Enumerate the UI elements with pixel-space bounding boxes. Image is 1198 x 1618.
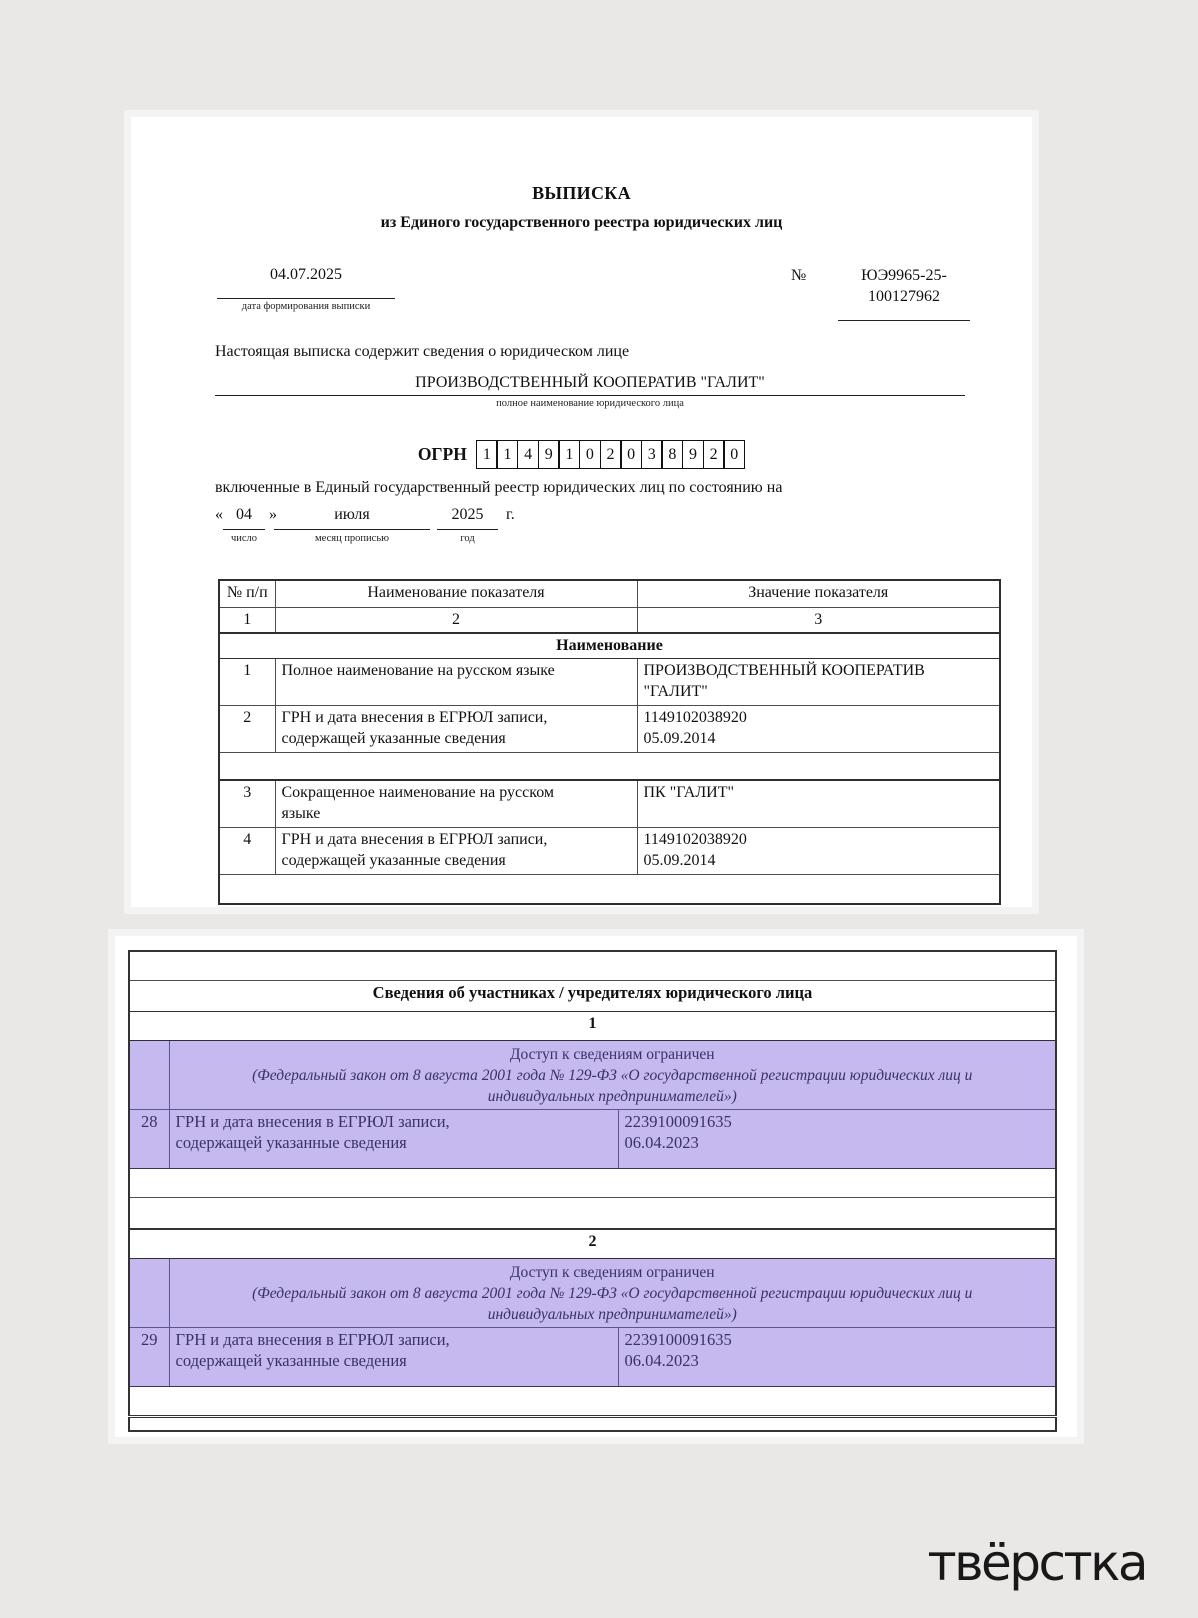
- restricted-title: Доступ к сведениям ограничен: [509, 1046, 715, 1063]
- company-name: ПРОИЗВОДСТВЕННЫЙ КООПЕРАТИВ "ГАЛИТ": [415, 374, 765, 391]
- formation-date-caption: дата формирования выписки: [241, 301, 371, 312]
- section-title: Наименование: [219, 633, 1000, 659]
- document-page-1: [131, 117, 1032, 907]
- ogrn-digit-boxes: [476, 440, 745, 469]
- table-row: [219, 706, 1000, 753]
- row-number: 29: [129, 1328, 169, 1387]
- restricted-law-text: (Федеральный закон от 8 августа 2001 года № 129-ФЗ «О государственной регистрации юридических лиц и индивидуальных предпринимателей»): [252, 1285, 973, 1323]
- asof-year-underline: [437, 529, 498, 530]
- asof-year: 2025: [451, 506, 484, 523]
- company-name-field: [215, 373, 965, 409]
- table-row: [219, 828, 1000, 875]
- indicators-table: [218, 579, 1001, 905]
- table-header-row: [219, 580, 1000, 608]
- restricted-law-text: (Федеральный закон от 8 августа 2001 года № 129-ФЗ «О государственной регистрации юридических лиц и индивидуальных предпринимателей»): [252, 1067, 973, 1105]
- asof-month: июля: [334, 506, 370, 523]
- asof-era: г.: [506, 506, 515, 523]
- ogrn-digit: 1: [496, 440, 518, 469]
- asof-month-underline: [274, 529, 430, 530]
- spacer-row: [129, 1169, 1056, 1198]
- asof-day-caption: число: [230, 533, 258, 544]
- document-page-2: [115, 936, 1077, 1437]
- ogrn-digit: 2: [600, 440, 622, 469]
- restricted-access-row: [129, 1041, 1056, 1110]
- row-name: Сокращенное наименование на русском языке: [275, 780, 637, 828]
- asof-year-caption: год: [460, 533, 475, 544]
- asof-quote-open: «: [215, 506, 223, 523]
- table-row: [219, 780, 1000, 828]
- ogrn-digit: 0: [579, 440, 601, 469]
- company-name-caption: полное наименование юридического лица: [496, 398, 684, 409]
- table-section-row: [219, 633, 1000, 659]
- extract-number-field: [838, 265, 970, 321]
- ogrn-label: ОГРН: [417, 444, 467, 464]
- extract-number-underline: [838, 320, 970, 321]
- participant-index: 1: [129, 1012, 1056, 1041]
- restricted-title: Доступ к сведениям ограничен: [509, 1264, 715, 1281]
- participants-section-title: Сведения об участниках / учредителях юридического лица: [129, 981, 1056, 1012]
- row-name: Полное наименование на русском языке: [275, 659, 637, 706]
- col-header-value: Значение показателя: [637, 580, 1000, 608]
- row-value: [618, 1110, 1056, 1169]
- row-name: ГРН и дата внесения в ЕГРЮЛ записи, содержащей указанные сведения: [169, 1110, 618, 1169]
- asof-quote-close: »: [269, 506, 277, 523]
- ogrn-digit: 0: [620, 440, 642, 469]
- row-value: [637, 828, 1000, 875]
- ogrn-digit: 1: [558, 440, 580, 469]
- participants-table: [128, 950, 1057, 1432]
- row-number: 3: [219, 780, 275, 828]
- formation-date-value: 04.07.2025: [270, 266, 342, 283]
- grn-value: 1149102038920: [643, 831, 747, 848]
- asof-day-underline: [223, 529, 265, 530]
- formation-date-underline: [217, 298, 395, 299]
- grn-value: 2239100091635: [624, 1112, 732, 1131]
- table-row: [129, 1328, 1056, 1387]
- date-value: 06.04.2023: [624, 1351, 699, 1370]
- participant-index-row: [129, 1012, 1056, 1041]
- row-value: ПРОИЗВОДСТВЕННЫЙ КООПЕРАТИВ "ГАЛИТ": [637, 659, 1000, 706]
- spacer-row: [129, 951, 1056, 981]
- row-number: 4: [219, 828, 275, 875]
- date-value: 06.04.2023: [624, 1133, 699, 1152]
- asof-month-caption: месяц прописью: [315, 533, 389, 544]
- date-value: 05.09.2014: [643, 852, 716, 869]
- spacer-row: [219, 753, 1000, 781]
- table-row: [219, 659, 1000, 706]
- ogrn-digit: 9: [538, 440, 560, 469]
- col-header-num: № п/п: [219, 580, 275, 608]
- company-name-underline: [215, 395, 965, 396]
- row-name: ГРН и дата внесения в ЕГРЮЛ записи, содержащей указанные сведения: [275, 828, 637, 875]
- table-row: [129, 1110, 1056, 1169]
- ogrn-digit: 9: [682, 440, 704, 469]
- spacer-row: [219, 875, 1000, 905]
- ogrn-digit: 3: [641, 440, 663, 469]
- grn-value: 1149102038920: [643, 709, 747, 726]
- intro-text: Настоящая выписка содержит сведения о юридическом лице: [215, 343, 630, 360]
- participants-section-row: [129, 981, 1056, 1012]
- ogrn-digit: 2: [703, 440, 725, 469]
- row-name: ГРН и дата внесения в ЕГРЮЛ записи, содержащей указанные сведения: [169, 1328, 618, 1387]
- extract-number-line2: 100127962: [868, 288, 940, 305]
- spacer-row: [129, 1387, 1056, 1417]
- doc-title: ВЫПИСКА: [532, 183, 631, 203]
- row-name: ГРН и дата внесения в ЕГРЮЛ записи, содержащей указанные сведения: [275, 706, 637, 753]
- ogrn-digit: 0: [723, 440, 745, 469]
- row-number: 2: [219, 706, 275, 753]
- grn-value: 2239100091635: [624, 1330, 732, 1349]
- formation-date-field: [217, 265, 395, 312]
- table-colnum-row: 1 2 3: [219, 608, 1000, 634]
- ogrn-digit: 8: [661, 440, 683, 469]
- number-sign: №: [791, 267, 807, 284]
- participant-index: 2: [129, 1229, 1056, 1259]
- col-header-name: Наименование показателя: [275, 580, 637, 608]
- spacer-row: [129, 1198, 1056, 1230]
- row-value: [618, 1328, 1056, 1387]
- asof-day: 04: [236, 506, 252, 523]
- participant-index-row: [129, 1229, 1056, 1259]
- row-value: [637, 706, 1000, 753]
- row-number: 1: [219, 659, 275, 706]
- row-value: ПК "ГАЛИТ": [637, 780, 1000, 828]
- ogrn-digit: 4: [517, 440, 539, 469]
- row-number: 28: [129, 1110, 169, 1169]
- extract-number-line1: ЮЭ9965-25-: [861, 267, 947, 284]
- ogrn-digit: 1: [476, 440, 498, 469]
- restricted-access-row: [129, 1259, 1056, 1328]
- verstka-watermark-logo: твёрстка: [927, 1534, 1146, 1592]
- included-text: включенные в Единый государственный реестр юридических лиц по состоянию на: [215, 479, 783, 496]
- spacer-row: [129, 1417, 1056, 1432]
- doc-subtitle: из Единого государственного реестра юридических лиц: [380, 214, 783, 231]
- date-value: 05.09.2014: [643, 730, 716, 747]
- ogrn-row: [131, 440, 1032, 469]
